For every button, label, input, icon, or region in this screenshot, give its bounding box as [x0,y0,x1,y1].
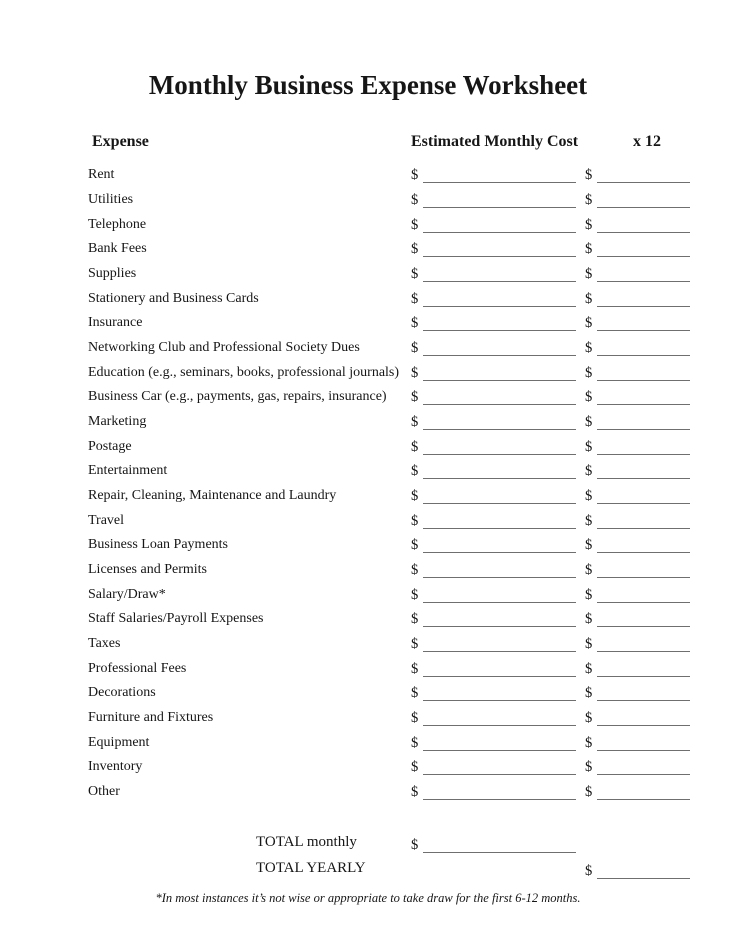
dollar-sign: $ [411,414,419,431]
yearly-amount-line[interactable] [597,516,690,529]
expense-label: Inventory [88,759,143,775]
yearly-cost-field [585,438,690,456]
dollar-sign: $ [411,611,419,628]
page-title: Monthly Business Expense Worksheet [148,70,588,100]
dollar-sign: $ [411,216,419,233]
yearly-cost-field [585,512,690,530]
yearly-cost-field [585,487,690,505]
dollar-sign: $ [585,389,593,406]
expense-label: Education (e.g., seminars, books, professional journals) [88,364,400,380]
expense-label: Business Loan Payments [88,537,228,553]
monthly-cost-field [411,586,576,604]
monthly-cost-field [411,734,576,752]
expense-row [0,311,736,336]
dollar-sign: $ [411,167,419,184]
yearly-cost-field [585,635,690,653]
expense-label: Travel [88,512,125,528]
dollar-sign: $ [411,463,419,480]
dollar-sign: $ [411,660,419,677]
expense-label: Supplies [88,266,137,282]
yearly-amount-line[interactable] [597,688,690,701]
expense-row [0,262,736,287]
expense-row [0,780,736,805]
dollar-sign: $ [585,586,593,603]
monthly-amount-line[interactable] [423,244,576,257]
monthly-cost-field [411,364,576,382]
monthly-cost-field [411,561,576,579]
dollar-sign: $ [585,290,593,307]
expense-row [0,163,736,188]
monthly-cost-field [411,635,576,653]
dollar-sign: $ [411,241,419,258]
dollar-sign: $ [585,414,593,431]
dollar-sign: $ [411,512,419,529]
monthly-cost-field [411,413,576,431]
expense-label: Telephone [88,216,147,232]
monthly-amount-line[interactable] [423,195,576,208]
monthly-amount-line[interactable] [423,294,576,307]
expense-row [0,360,736,385]
monthly-cost-field [411,462,576,480]
expense-label: Utilities [88,192,134,207]
expense-row [0,582,736,607]
monthly-cost-field [411,216,576,234]
dollar-sign: $ [411,315,419,332]
yearly-cost-field [585,413,690,431]
total-monthly-label: TOTAL monthly [256,834,357,850]
expense-label: Marketing [88,414,147,430]
dollar-sign: $ [411,290,419,307]
expense-label: Rent [88,167,115,183]
dollar-sign: $ [585,863,593,879]
dollar-sign: $ [411,192,419,208]
yearly-amount-line[interactable] [597,269,690,282]
expense-row [0,706,736,731]
yearly-amount-line[interactable] [597,442,690,455]
monthly-amount-line[interactable] [423,516,576,529]
expense-row [0,656,736,681]
expense-label: Bank Fees [88,241,147,257]
monthly-cost-field [411,758,576,776]
yearly-amount-line[interactable] [597,417,690,430]
monthly-amount-line[interactable] [423,170,576,183]
yearly-amount-line[interactable] [597,170,690,183]
yearly-amount-line[interactable] [597,565,690,578]
yearly-cost-field [585,660,690,678]
monthly-cost-field [411,438,576,456]
monthly-cost-field [411,339,576,357]
total-yearly-label: TOTAL YEARLY [256,860,366,876]
expense-row [0,385,736,410]
monthly-amount-line[interactable] [423,466,576,479]
dollar-sign: $ [411,537,419,554]
monthly-cost-field [411,783,576,801]
monthly-cost-field [411,610,576,628]
monthly-amount-line[interactable] [423,590,576,603]
monthly-cost-field [411,660,576,678]
monthly-amount-line[interactable] [423,713,576,726]
monthly-cost-field [411,536,576,554]
yearly-cost-field [585,290,690,308]
yearly-amount-line[interactable] [597,318,690,331]
monthly-amount-line[interactable] [423,614,576,627]
yearly-amount-line[interactable] [597,664,690,677]
yearly-cost-field [585,610,690,628]
yearly-amount-line[interactable] [597,614,690,627]
monthly-cost-field [411,290,576,308]
dollar-sign: $ [411,340,419,357]
monthly-amount-line[interactable] [423,417,576,430]
dollar-sign: $ [411,837,419,853]
expense-row [0,286,736,311]
yearly-amount-line[interactable] [597,244,690,257]
dollar-sign: $ [411,710,419,727]
dollar-sign: $ [411,488,419,505]
expense-label: Postage [88,438,132,454]
dollar-sign: $ [585,488,593,505]
expense-row [0,681,736,706]
dollar-sign: $ [585,340,593,357]
expense-row [0,459,736,484]
expense-label: Business Car (e.g., payments, gas, repairs, insurance) [88,389,387,405]
expense-row [0,212,736,237]
expense-row [0,533,736,558]
expense-row [0,730,736,755]
dollar-sign: $ [585,216,593,233]
monthly-cost-field [411,314,576,332]
monthly-amount-line[interactable] [423,664,576,677]
dollar-sign: $ [585,192,593,208]
yearly-cost-field [585,191,690,209]
dollar-sign: $ [411,685,419,702]
dollar-sign: $ [585,438,593,455]
yearly-cost-field [585,166,690,184]
expense-label: Entertainment [88,463,168,479]
yearly-cost-field [585,462,690,480]
monthly-amount-line[interactable] [423,491,576,504]
monthly-amount-line[interactable] [423,639,576,652]
yearly-cost-field [585,314,690,332]
yearly-amount-line[interactable] [597,343,690,356]
monthly-amount-line[interactable] [423,787,576,800]
yearly-cost-field [585,561,690,579]
dollar-sign: $ [585,685,593,702]
dollar-sign: $ [585,734,593,751]
dollar-sign: $ [411,438,419,455]
yearly-cost-field [585,240,690,258]
expense-row [0,508,736,533]
expense-rows [0,163,736,804]
yearly-cost-field [585,709,690,727]
dollar-sign: $ [585,710,593,727]
dollar-sign: $ [411,389,419,406]
dollar-sign: $ [585,167,593,184]
yearly-cost-field [585,734,690,752]
total-yearly-row [0,860,736,882]
header-x12: x 12 [633,133,661,150]
yearly-amount-line[interactable] [597,491,690,504]
total-yearly-field [585,862,690,880]
dollar-sign: $ [585,266,593,283]
footnote: *In most instances it’s not wise or appropriate to take draw for the first 6-12 months. [155,891,581,905]
dollar-sign: $ [411,759,419,776]
dollar-sign: $ [411,636,419,653]
yearly-cost-field [585,339,690,357]
monthly-cost-field [411,709,576,727]
monthly-amount-line[interactable] [423,269,576,282]
expense-row [0,410,736,435]
dollar-sign: $ [411,784,419,801]
expense-label: Taxes [88,636,121,652]
header-estimated-monthly-cost: Estimated Monthly Cost [411,133,579,150]
dollar-sign: $ [585,512,593,529]
expense-row [0,607,736,632]
yearly-amount-line[interactable] [597,294,690,307]
expense-row [0,188,736,213]
dollar-sign: $ [585,562,593,579]
monthly-cost-field [411,166,576,184]
monthly-amount-line[interactable] [423,368,576,381]
expense-label: Staff Salaries/Payroll Expenses [88,611,264,627]
yearly-amount-line[interactable] [597,195,690,208]
yearly-amount-line[interactable] [597,392,690,405]
dollar-sign: $ [585,241,593,258]
expense-label: Other [88,784,120,800]
monthly-amount-line[interactable] [423,738,576,751]
monthly-amount-line[interactable] [423,343,576,356]
total-yearly-amount-line[interactable] [597,866,690,879]
expense-row [0,336,736,361]
yearly-cost-field [585,783,690,801]
monthly-amount-line[interactable] [423,688,576,701]
dollar-sign: $ [585,759,593,776]
monthly-amount-line[interactable] [423,318,576,331]
dollar-sign: $ [411,562,419,579]
dollar-sign: $ [411,586,419,603]
yearly-amount-line[interactable] [597,787,690,800]
expense-label: Licenses and Permits [88,562,207,578]
expense-label: Insurance [88,315,143,331]
monthly-cost-field [411,512,576,530]
monthly-amount-line[interactable] [423,565,576,578]
yearly-amount-line[interactable] [597,762,690,775]
yearly-cost-field [585,364,690,382]
dollar-sign: $ [411,734,419,751]
yearly-cost-field [585,684,690,702]
yearly-cost-field [585,536,690,554]
expense-label: Furniture and Fixtures [88,710,214,726]
yearly-cost-field [585,586,690,604]
yearly-cost-field [585,265,690,283]
dollar-sign: $ [411,266,419,283]
dollar-sign: $ [585,315,593,332]
monthly-cost-field [411,191,576,209]
expense-label: Networking Club and Professional Society Dues [88,340,360,356]
expense-label: Decorations [88,685,156,701]
yearly-amount-line[interactable] [597,220,690,233]
dollar-sign: $ [411,364,419,381]
monthly-amount-line[interactable] [423,220,576,233]
yearly-amount-line[interactable] [597,590,690,603]
expense-row [0,434,736,459]
monthly-cost-field [411,265,576,283]
expense-label: Stationery and Business Cards [88,290,259,306]
expense-label: Repair, Cleaning, Maintenance and Laundry [88,488,337,504]
dollar-sign: $ [585,537,593,554]
total-monthly-row [0,834,736,856]
expense-label: Equipment [88,734,150,750]
yearly-cost-field [585,758,690,776]
yearly-amount-line[interactable] [597,368,690,381]
monthly-cost-field [411,388,576,406]
monthly-cost-field [411,684,576,702]
expense-label: Salary/Draw* [88,586,166,602]
expense-row [0,755,736,780]
expense-label: Professional Fees [88,660,187,676]
dollar-sign: $ [585,364,593,381]
expense-row [0,632,736,657]
total-monthly-field [411,836,576,854]
monthly-amount-line[interactable] [423,442,576,455]
yearly-amount-line[interactable] [597,738,690,751]
expense-row [0,484,736,509]
table-header [0,133,736,153]
dollar-sign: $ [585,660,593,677]
monthly-amount-line[interactable] [423,392,576,405]
dollar-sign: $ [585,611,593,628]
monthly-amount-line[interactable] [423,762,576,775]
dollar-sign: $ [585,784,593,801]
dollar-sign: $ [585,463,593,480]
dollar-sign: $ [585,636,593,653]
yearly-amount-line[interactable] [597,466,690,479]
monthly-cost-field [411,487,576,505]
yearly-cost-field [585,388,690,406]
expense-row [0,237,736,262]
monthly-cost-field [411,240,576,258]
header-expense: Expense [92,133,149,150]
yearly-amount-line[interactable] [597,713,690,726]
yearly-cost-field [585,216,690,234]
yearly-amount-line[interactable] [597,540,690,553]
yearly-amount-line[interactable] [597,639,690,652]
expense-row [0,558,736,583]
total-monthly-amount-line[interactable] [423,840,576,853]
monthly-amount-line[interactable] [423,540,576,553]
